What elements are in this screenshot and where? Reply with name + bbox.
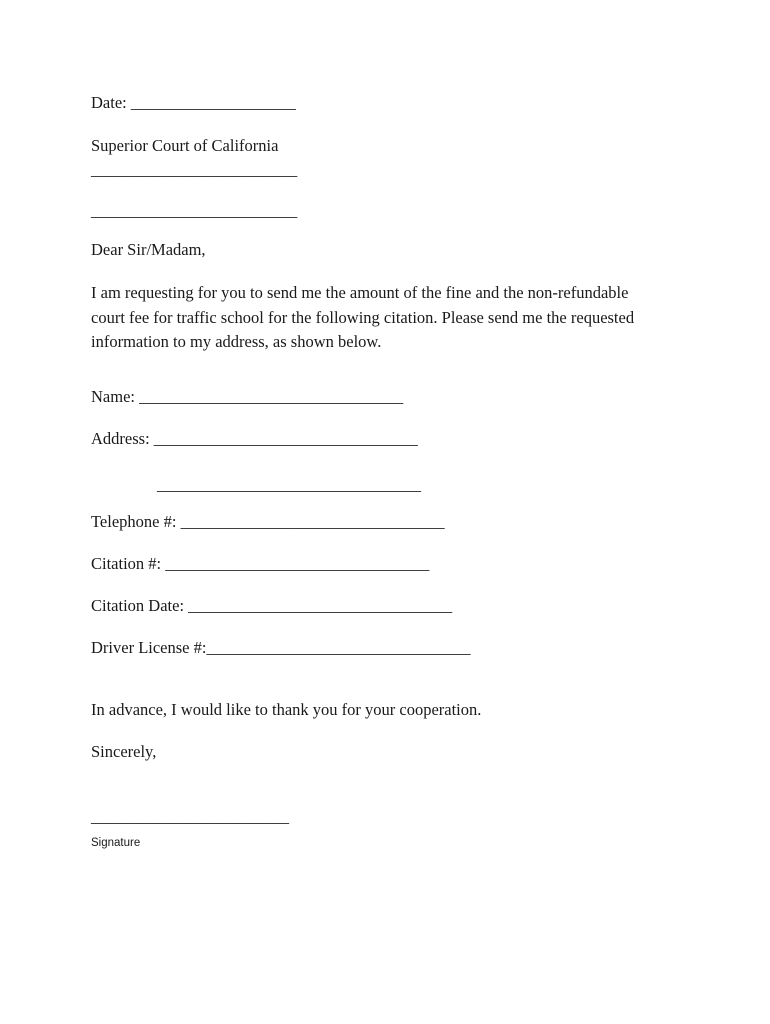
name-field: Name: ________________________________ — [91, 387, 404, 406]
request-paragraph-line: information to my address, as shown below. — [91, 332, 382, 351]
request-paragraph — [91, 281, 691, 355]
citation-date-field: Citation Date: ________________________________ — [91, 596, 453, 615]
request-paragraph-line: I am requesting for you to send me the amount of the fine and the non-refundable — [91, 283, 629, 302]
closing-thanks: In advance, I would like to thank you for your cooperation. — [91, 700, 482, 719]
sign-off: Sincerely, — [91, 742, 157, 761]
citation-number-field: Citation #: ________________________________ — [91, 554, 430, 573]
date-line: Date: ____________________ — [91, 93, 296, 112]
signature-blank: ________________________ — [91, 807, 289, 826]
salutation: Dear Sir/Madam, — [91, 240, 206, 259]
telephone-field: Telephone #: ________________________________ — [91, 512, 445, 531]
address-field: Address: ________________________________ — [91, 429, 418, 448]
address-field-line-2: ________________________________ — [157, 475, 421, 494]
driver-license-field: Driver License #:________________________________ — [91, 638, 471, 657]
request-paragraph-line: court fee for traffic school for the following citation. Please send me the requested — [91, 307, 635, 327]
signature-label: Signature — [91, 836, 141, 849]
court-address-blank-2: _________________________ — [91, 201, 298, 220]
court-address-blank-1: _________________________ — [91, 160, 298, 179]
court-name: Superior Court of California — [91, 136, 279, 155]
